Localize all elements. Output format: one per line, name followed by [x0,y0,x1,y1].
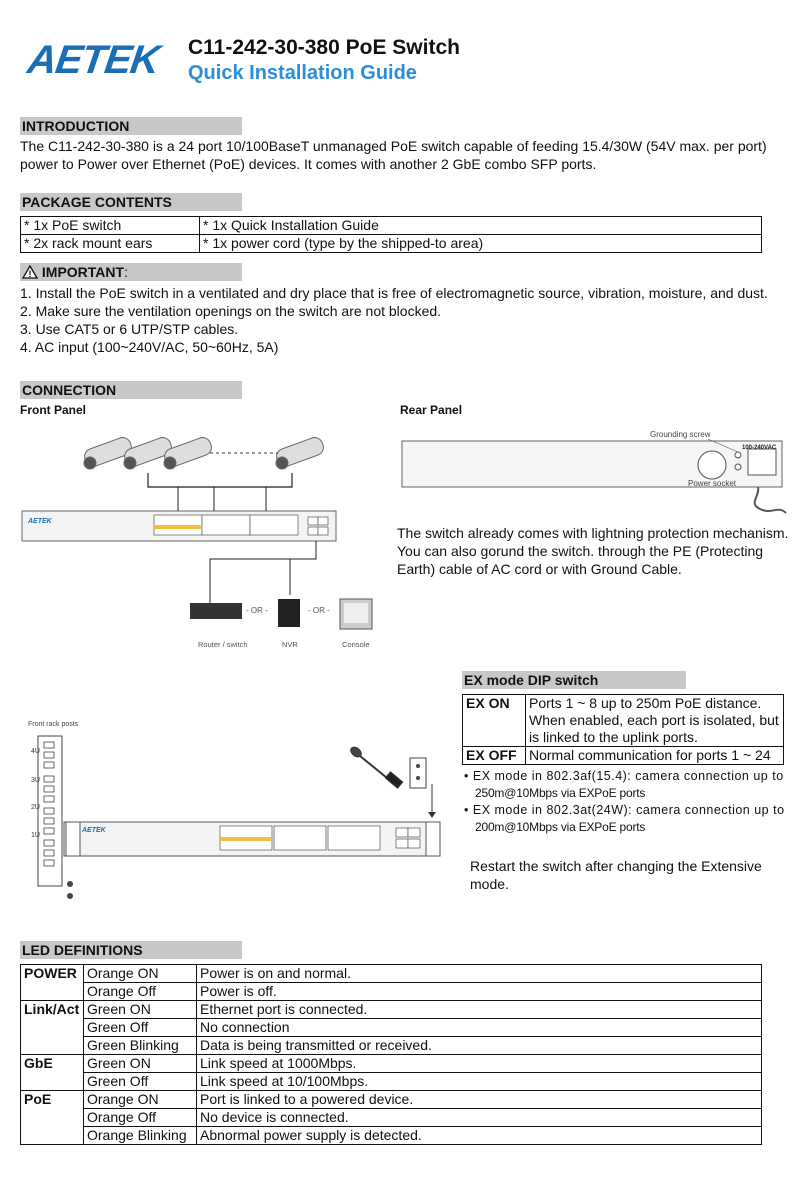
section-heading-introduction: INTRODUCTION [20,117,242,135]
table-cell: * 2x rack mount ears [21,235,200,253]
power-socket-label: Power socket [688,479,737,488]
warning-icon [22,265,38,283]
package-table [20,216,762,253]
table-cell: Link/Act [21,1001,84,1055]
table-cell: Link speed at 1000Mbps. [197,1055,762,1073]
table-cell: GbE [21,1055,84,1091]
or-label-2: - OR - [308,606,330,615]
section-heading-led: LED DEFINITIONS [20,941,242,959]
aetek-logo: AETEK [24,38,162,82]
table-cell: No device is connected. [197,1109,762,1127]
table-cell: Abnormal power supply is detected. [197,1127,762,1145]
front-panel-diagram [20,425,380,655]
section-heading-connection: CONNECTION [20,381,242,399]
ex-mode-table [462,694,784,765]
rack-unit-label: 3U [31,777,40,784]
introduction-text: The C11-242-30-380 is a 24 port 10/100BaseT unmanaged PoE switch capable of feeding 15.4/30W (54V max. per port) power to Power over Ethernet (PoE) devices. It comes with another 2 GbE combo SFP ports. [20,138,767,172]
switch-brand: AETEK [28,518,52,525]
table-row [21,217,762,235]
rack-posts-label: Front rack posts [28,721,79,728]
table-cell: Port is linked to a powered device. [197,1091,762,1109]
table-row [463,747,784,765]
table-row [21,1055,762,1073]
voltage-label: 100-240VAC [742,445,777,451]
list-item-detail: 250m@10Mbps via EXPoE ports [475,786,646,800]
device-label-router: Router / switch [198,640,248,649]
restart-note: Restart the switch after changing the Extensive mode. [470,858,762,892]
table-cell: Green ON [84,1055,197,1073]
table-cell: * 1x Quick Installation Guide [200,217,762,235]
table-cell: Orange Off [84,1109,197,1127]
page-title: C11-242-30-380 PoE Switch [188,36,460,59]
svg-text:AETEK: AETEK [82,827,106,834]
list-item: • EX mode in 802.3af(15.4): camera connection up to [464,769,784,783]
list-item: 4. AC input (100~240V/AC, 50~60Hz, 5A) [20,339,279,355]
list-item: • EX mode in 802.3at(24W): camera connection up to [464,803,785,817]
table-cell: Ports 1 ~ 8 up to 250m PoE distance. When enabled, each port is isolated, but is linked to the uplink ports. [526,695,784,747]
router-icon [190,603,242,619]
table-cell: Green ON [84,1001,197,1019]
section-heading-ex-mode: EX mode DIP switch [462,671,686,689]
list-item-detail: 200m@10Mbps via EXPoE ports [475,820,646,834]
table-cell: POWER [21,965,84,1001]
screw-icon [67,893,73,899]
power-cord-icon [755,487,786,513]
table-row [21,1127,762,1145]
table-cell: Orange ON [84,965,197,983]
table-cell: EX OFF [463,747,526,765]
front-panel-label: Front Panel [20,403,87,417]
table-row [21,1001,762,1019]
table-row [21,1019,762,1037]
section-heading-important: ! IMPORTANT: [20,263,242,281]
table-row [21,1073,762,1091]
or-label-1: - OR - [246,606,268,615]
led-table [20,964,762,1145]
table-cell: Link speed at 10/100Mbps. [197,1073,762,1091]
table-cell: No connection [197,1019,762,1037]
table-cell: Green Off [84,1073,197,1091]
table-row [21,1091,762,1109]
list-item: 3. Use CAT5 or 6 UTP/STP cables. [20,321,239,337]
table-cell: Orange ON [84,1091,197,1109]
important-heading-label: IMPORTANT [41,264,125,280]
nvr-icon [278,599,300,627]
screw-icon [67,881,73,887]
list-item: 2. Make sure the ventilation openings on the switch are not blocked. [20,303,442,319]
svg-text:!: ! [28,269,32,279]
table-cell: Power is on and normal. [197,965,762,983]
rack-ear-icon [410,758,426,788]
table-row [463,695,784,747]
lightning-protection-text: The switch already comes with lightning protection mechanism. You can also gorund the switch. through the PE (Protecting Earth) cable of AC cord or with Ground Cable. [397,525,789,577]
rear-panel-diagram [398,425,793,520]
table-cell: Ethernet port is connected. [197,1001,762,1019]
screwdriver-icon [349,745,403,788]
table-cell: Green Off [84,1019,197,1037]
important-list [20,284,790,356]
rear-panel-label: Rear Panel [400,403,463,417]
table-cell: Green Blinking [84,1037,197,1055]
table-cell: PoE [21,1091,84,1145]
table-cell: Power is off. [197,983,762,1001]
table-cell: Orange Blinking [84,1127,197,1145]
ex-mode-bullets [464,768,792,836]
rack-unit-label: 4U [31,748,40,755]
table-cell: Orange Off [84,983,197,1001]
table-row [21,1109,762,1127]
table-cell: Normal communication for ports 1 ~ 24 [526,747,784,765]
table-row [21,965,762,983]
camera-icon [82,435,325,469]
table-row [21,1037,762,1055]
table-cell: EX ON [463,695,526,747]
table-row [21,235,762,253]
rack-mount-diagram [20,716,450,906]
section-heading-package: PACKAGE CONTENTS [20,193,242,211]
rack-unit-label: 1U [31,832,40,839]
table-cell: * 1x PoE switch [21,217,200,235]
list-item: 1. Install the PoE switch in a ventilated and dry place that is free of electromagnetic source, vibration, moisture, and dust. [20,285,768,301]
device-label-console: Console [342,640,370,649]
device-label-nvr: NVR [282,640,298,649]
table-row [21,983,762,1001]
table-cell: * 1x power cord (type by the shipped-to area) [200,235,762,253]
table-cell: Data is being transmitted or received. [197,1037,762,1055]
grounding-screw-label: Grounding screw [650,430,711,439]
rack-unit-label: 2U [31,804,40,811]
page-subtitle: Quick Installation Guide [188,62,417,84]
